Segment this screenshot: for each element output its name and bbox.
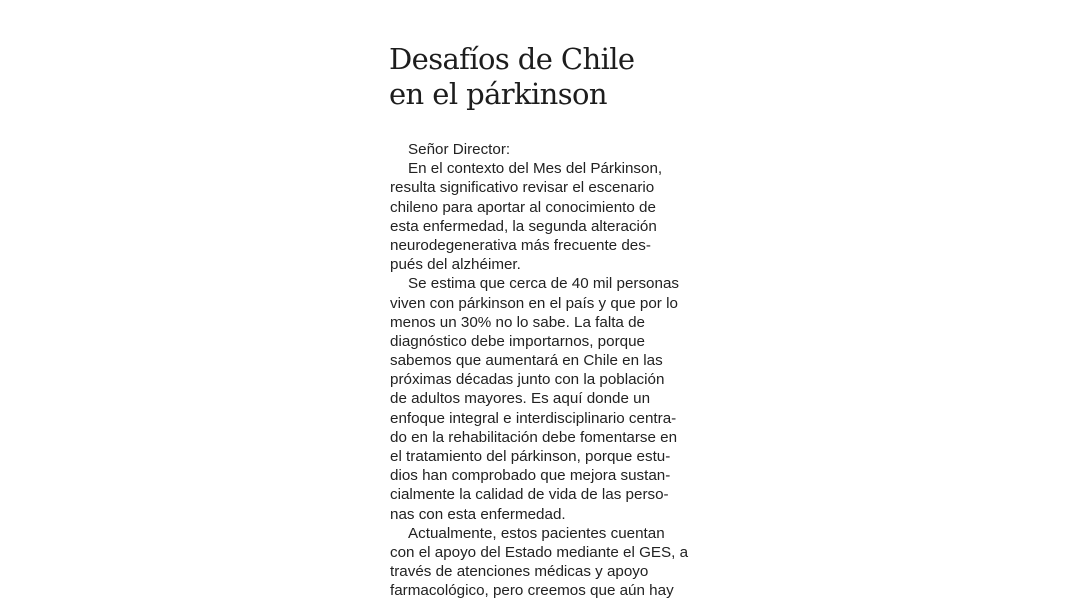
body-line: Se estima que cerca de 40 mil personas (408, 275, 679, 293)
article-body (390, 140, 690, 600)
body-line: de adultos mayores. Es aquí donde un (390, 390, 651, 408)
body-line: el tratamiento del párkinson, porque estu- (390, 448, 671, 465)
body-line: neurodegenerativa más frecuente des- (390, 236, 651, 254)
body-line: viven con párkinson en el país y que por lo (390, 294, 678, 312)
body-line: farmacológico, pero creemos que aún hay (390, 582, 674, 600)
body-line: Señor Director: (408, 141, 511, 158)
body-line: nas con esta enfermedad. (390, 505, 566, 523)
body-line: En el contexto del Mes del Párkinson, (408, 160, 663, 178)
body-line: través de atenciones médicas y apoyo (390, 563, 649, 581)
headline-line-1: Desafíos de Chile (389, 42, 635, 76)
body-line: con el apoyo del Estado mediante el GES, a (390, 543, 689, 561)
body-line: cialmente la calidad de vida de las perso- (390, 486, 669, 504)
body-line: pués del alzhéimer. (390, 256, 521, 274)
body-line: esta enfermedad, la segunda alteración (390, 217, 657, 235)
body-line: enfoque integral e interdisciplinario centra- (390, 409, 677, 427)
body-line: sabemos que aumentará en Chile en las (390, 352, 663, 370)
body-line: Actualmente, estos pacientes cuentan (408, 524, 665, 542)
body-line: chileno para aportar al conocimiento de (390, 198, 656, 216)
body-line: diagnóstico debe importarnos, porque (390, 332, 645, 350)
body-line: dios han comprobado que mejora sustan- (390, 467, 671, 485)
body-line: do en la rehabilitación debe fomentarse en (390, 428, 678, 446)
article-headline (389, 42, 634, 112)
body-line: próximas décadas junto con la población (390, 371, 665, 389)
body-line: menos un 30% no lo sabe. La falta de (390, 313, 645, 331)
headline-line-2: en el párkinson (389, 77, 607, 111)
body-line: resulta significativo revisar el escenario (390, 179, 655, 197)
